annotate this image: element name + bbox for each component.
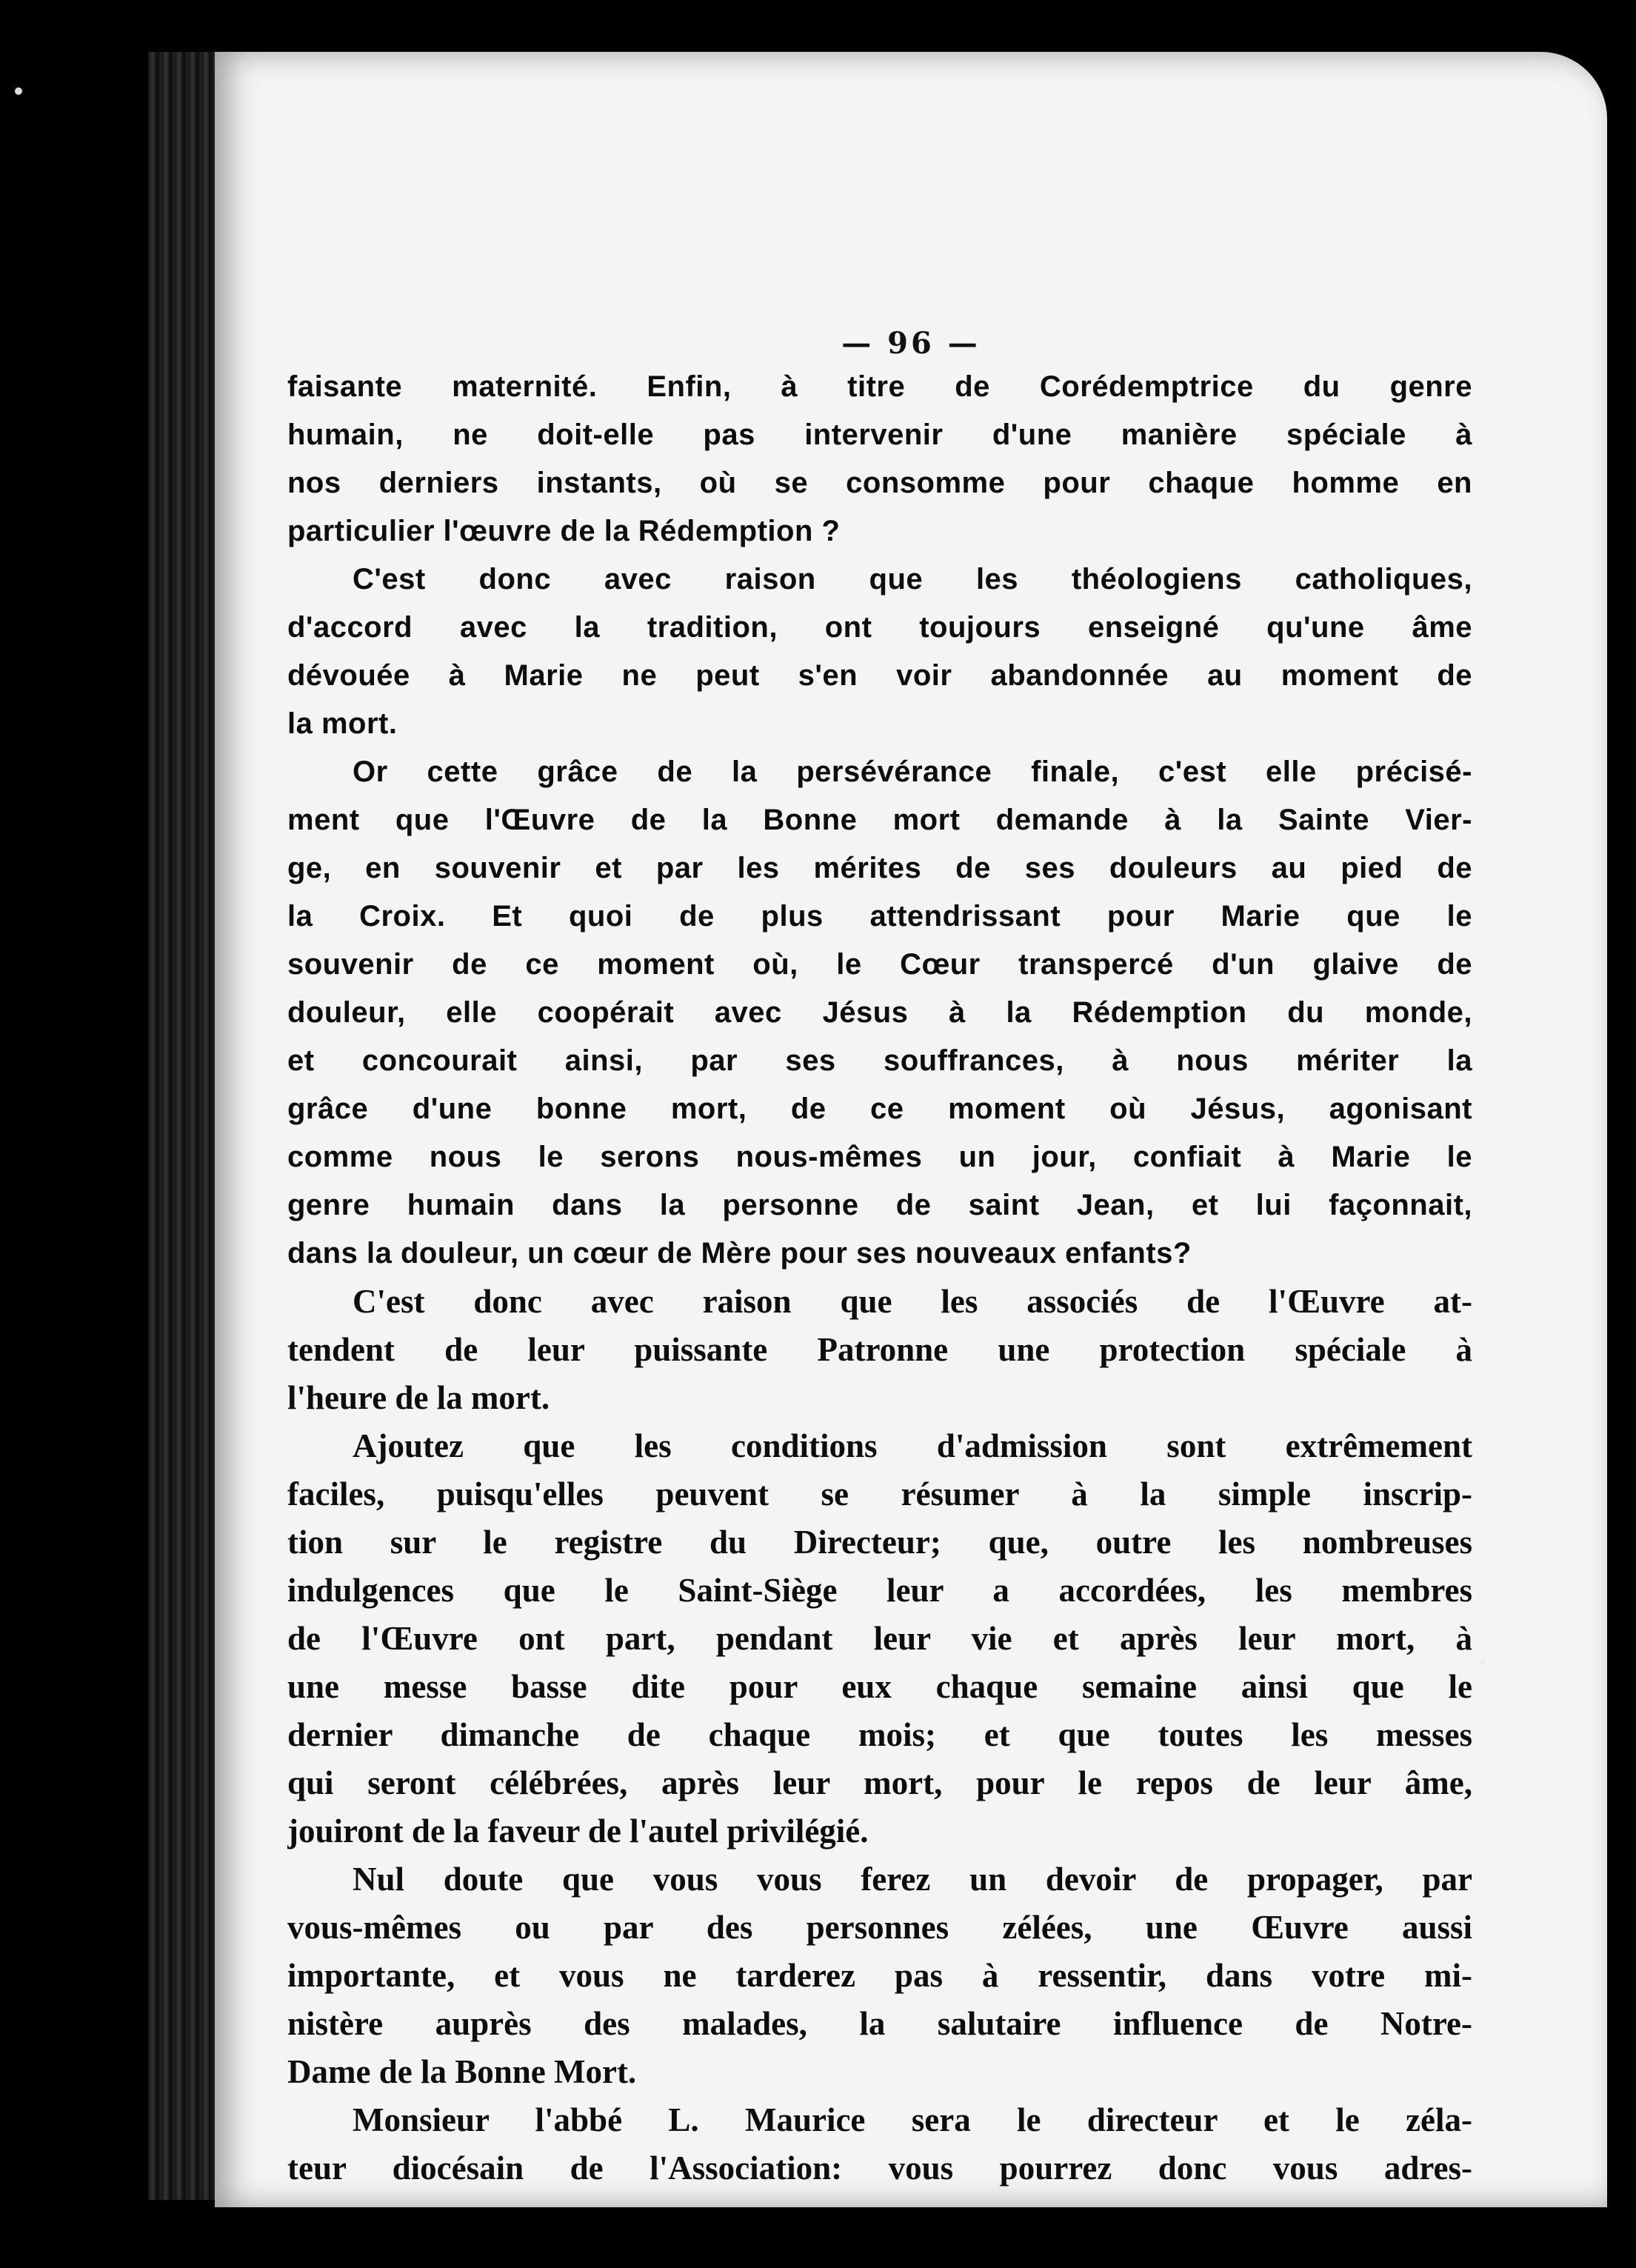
scan-speck (15, 87, 22, 95)
text-line: particulier l'œuvre de la Rédemption ? (287, 515, 841, 547)
text-line: une messe basse dite pour eux chaque semaine ainsi que le (287, 1668, 1472, 1705)
text-line: dans la douleur, un cœur de Mère pour ses nouveaux enfants? (287, 1237, 1192, 1270)
text-line: la mort. (287, 707, 398, 740)
paragraph (287, 748, 1472, 1278)
text-line: l'heure de la mort. (287, 1379, 550, 1416)
text-line: dévouée à Marie ne peut s'en voir abandonnée au moment de (287, 659, 1472, 692)
text-line: Dame de la Bonne Mort. (287, 2053, 637, 2090)
text-line: et concourait ainsi, par ses souffrances, à nous mériter la (287, 1044, 1472, 1077)
paragraph (287, 363, 1472, 556)
text-block-lower (287, 1278, 1472, 2192)
text-line: ge, en souvenir et par les mérites de ses douleurs au pied de (287, 852, 1472, 884)
text-line: C'est donc avec raison que les associés de l'Œuvre at- (353, 1283, 1472, 1320)
text-line: Nul doute que vous vous ferez un devoir de propager, par (353, 1861, 1472, 1898)
text-line: la Croix. Et quoi de plus attendrissant pour Marie que le (287, 900, 1472, 933)
text-line: Or cette grâce de la persévérance finale, c'est elle précisé- (353, 756, 1472, 788)
text-line: nistère auprès des malades, la salutaire influence de Notre- (287, 2005, 1472, 2042)
text-line: comme nous le serons nous-mêmes un jour, confiait à Marie le (287, 1141, 1472, 1173)
text-line: Monsieur l'abbé L. Maurice sera le directeur et le zéla- (353, 2101, 1472, 2138)
text-line: de l'Œuvre ont part, pendant leur vie et après leur mort, à (287, 1620, 1472, 1657)
text-line: faisante maternité. Enfin, à titre de Corédemptrice du genre (287, 370, 1472, 403)
text-line: grâce d'une bonne mort, de ce moment où Jésus, agonisant (287, 1093, 1472, 1125)
paragraph (287, 1855, 1472, 2096)
paragraph (287, 1278, 1472, 1422)
text-line: douleur, elle coopérait avec Jésus à la Rédemption du monde, (287, 996, 1472, 1029)
text-line: teur diocésain de l'Association: vous pourrez donc vous adres- (287, 2149, 1472, 2187)
text-line: importante, et vous ne tarderez pas à ressentir, dans votre mi- (287, 1957, 1472, 1994)
paragraph (287, 2096, 1472, 2192)
text-line: Ajoutez que les conditions d'admission sont extrêmement (353, 1427, 1472, 1464)
text-line: qui seront célébrées, après leur mort, pour le repos de leur âme, (287, 1764, 1472, 1801)
page-body-text (287, 363, 1472, 2192)
text-line: C'est donc avec raison que les théologiens catholiques, (353, 563, 1472, 596)
text-line: tendent de leur puissante Patronne une protection spéciale à (287, 1331, 1472, 1368)
text-line: nos derniers instants, où se consomme pour chaque homme en (287, 467, 1472, 499)
text-line: genre humain dans la personne de saint Jean, et lui façonnait, (287, 1189, 1472, 1221)
text-line: souvenir de ce moment où, le Cœur transpercé d'un glaive de (287, 948, 1472, 981)
paragraph (287, 1422, 1472, 1855)
text-line: tion sur le registre du Directeur; que, outre les nombreuses (287, 1524, 1472, 1561)
text-line: indulgences que le Saint-Siège leur a accordées, les membres (287, 1572, 1472, 1609)
page-number: — 96 — (841, 326, 981, 361)
text-line: faciles, puisqu'elles peuvent se résumer à la simple inscrip- (287, 1475, 1472, 1512)
text-line: vous-mêmes ou par des personnes zélées, une Œuvre aussi (287, 1909, 1472, 1946)
text-line: humain, ne doit-elle pas intervenir d'une manière spéciale à (287, 418, 1472, 451)
paragraph (287, 556, 1472, 748)
text-block-upper (287, 363, 1472, 1278)
text-line: jouiront de la faveur de l'autel privilégié. (287, 1812, 869, 1850)
text-line: dernier dimanche de chaque mois; et que toutes les messes (287, 1716, 1472, 1753)
scan-speck (1480, 1659, 1486, 1665)
text-line: ment que l'Œuvre de la Bonne mort demande à la Sainte Vier- (287, 804, 1472, 836)
text-line: d'accord avec la tradition, ont toujours enseigné qu'une âme (287, 611, 1472, 644)
